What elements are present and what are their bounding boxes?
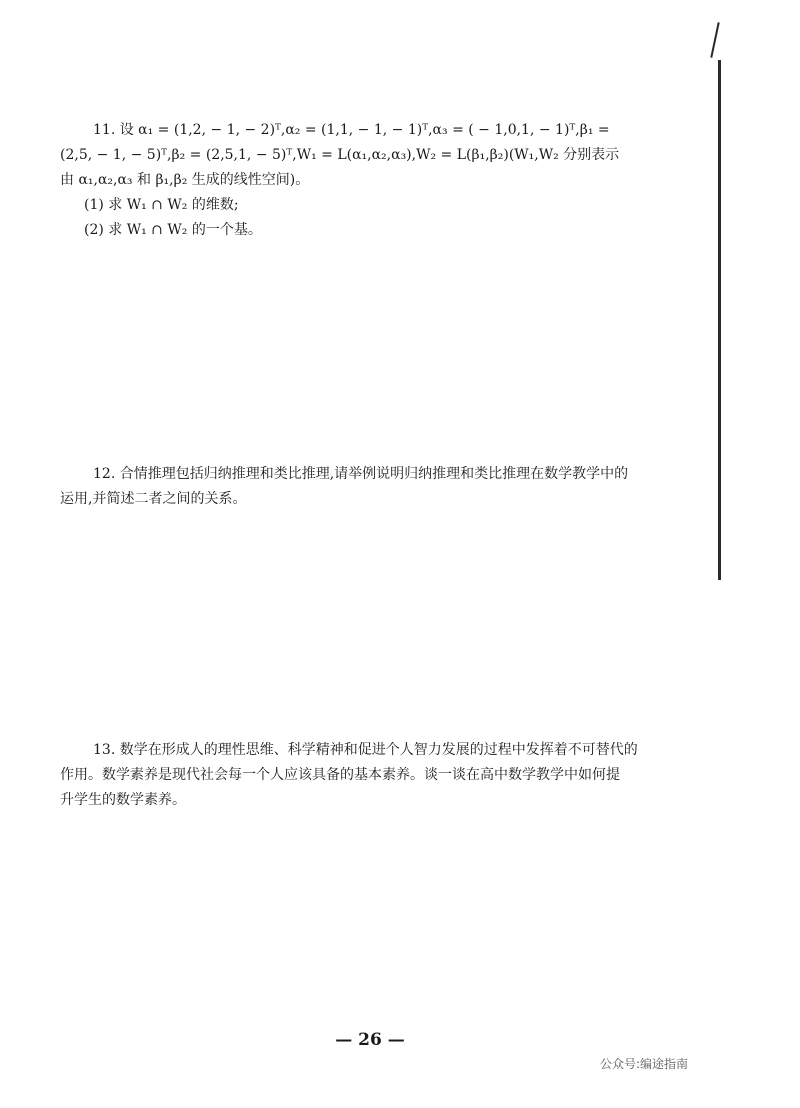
page-number: — 26 — [335, 1030, 405, 1050]
question-11-line-2: (2,5, − 1, − 5)ᵀ,β₂ = (2,5,1, − 5)ᵀ,W₁ = L(α₁,α₂,α₃),W₂ = L(β₁,β₂)(W₁,W₂ 分别表示 [60, 147, 620, 163]
question-11-part-2: (2) 求 W₁ ∩ W₂ 的一个基。 [84, 222, 262, 238]
question-12 [60, 462, 680, 512]
question-13 [60, 738, 680, 813]
binding-line [718, 60, 721, 580]
binding-mark [710, 22, 719, 58]
question-11-line-1: 11. 设 α₁ = (1,2, − 1, − 2)ᵀ,α₂ = (1,1, − 1, − 1)ᵀ,α₃ = ( − 1,0,1, − 1)ᵀ,β₁ = [93, 122, 610, 138]
watermark-text: 公众号:编途指南 [600, 1057, 689, 1071]
question-13-line-2: 作用。数学素养是现代社会每一个人应该具备的基本素养。谈一谈在高中数学教学中如何提 [60, 767, 620, 783]
question-13-line-1: 13. 数学在形成人的理性思维、科学精神和促进个人智力发展的过程中发挥着不可替代的 [93, 742, 638, 758]
question-12-line-2: 运用,并简述二者之间的关系。 [60, 491, 247, 507]
question-11-part-1: (1) 求 W₁ ∩ W₂ 的维数; [84, 197, 239, 213]
question-11-line-3: 由 α₁,α₂,α₃ 和 β₁,β₂ 生成的线性空间)。 [60, 172, 310, 188]
question-12-line-1: 12. 合情推理包括归纳推理和类比推理,请举例说明归纳推理和类比推理在数学教学中的 [93, 466, 629, 482]
question-13-line-3: 升学生的数学素养。 [60, 792, 186, 808]
question-11 [60, 118, 680, 243]
